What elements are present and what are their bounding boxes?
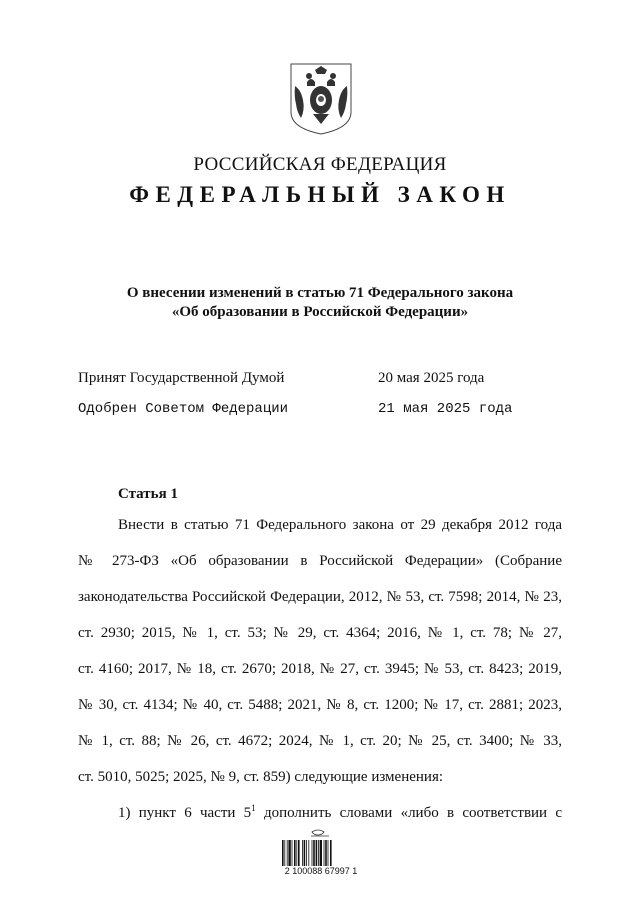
barcode-bar [324, 840, 325, 866]
article-text-line: ст. 4160; 2017, № 18, ст. 2670; 2018, № 27, ст. 3945; № 53, ст. 8423; 2019, [78, 661, 562, 677]
barcode-bar [302, 840, 303, 866]
document-type-title: ФЕДЕРАЛЬНЫЙ ЗАКОН [129, 182, 511, 207]
barcode-bar [294, 840, 296, 866]
duma-adoption-label: Принят Государственной Думой [78, 370, 285, 386]
article-text-line: № 1, ст. 88; № 26, ст. 4672; 2024, № 1, ст. 20; № 25, ст. 3400; № 33, [78, 733, 562, 749]
barcode-bar [328, 840, 329, 866]
barcode-bar [312, 840, 313, 866]
coat-of-arms-emblem [289, 62, 353, 136]
law-title [0, 284, 640, 322]
barcode-bar [308, 840, 309, 866]
barcode-bar [316, 840, 318, 866]
barcode-bar [288, 840, 290, 866]
barcode-bar [320, 840, 322, 866]
article-text-line: законодательства Российской Федерации, 2012, № 53, ст. 7598; 2014, № 23, [78, 589, 562, 605]
article-text-line: № 30, ст. 4134; № 40, ст. 5488; 2021, № 8, ст. 1200; № 17, ст. 2881; 2023, [78, 697, 562, 713]
article-body [78, 514, 562, 838]
barcode-bar [284, 840, 285, 866]
barcode [282, 840, 332, 866]
article-text-line: Внести в статью 71 Федерального закона от 29 декабря 2012 года [118, 517, 562, 533]
law-title-line-2: «Об образовании в Российской Федерации» [171, 304, 469, 320]
item-1-text-start: 1) пункт 6 части 5 [118, 805, 252, 821]
barcode-bar [330, 840, 332, 866]
barcode-bar [287, 840, 288, 866]
barcode-bar [318, 840, 319, 866]
barcode-number: 2 100088 67997 1 [284, 866, 358, 876]
article-heading: Статья 1 [118, 486, 178, 502]
barcode-bar [296, 840, 297, 866]
law-title-line-1: О внесении изменений в статью 71 Федерального закона [126, 285, 514, 301]
barcode-bar [292, 840, 293, 866]
country-name: РОССИЙСКАЯ ФЕДЕРАЦИЯ [193, 154, 447, 175]
item-1-superscript: 1 [251, 803, 256, 813]
stamp-mark [311, 830, 329, 836]
council-approval-date: 21 мая 2025 года [378, 401, 513, 417]
barcode-bar [282, 840, 284, 866]
barcode-bar [313, 840, 315, 866]
barcode-bar [304, 840, 306, 866]
article-text-line: № 273-ФЗ «Об образовании в Российской Федерации» (Собрание [78, 553, 562, 569]
duma-adoption-date: 20 мая 2025 года [378, 370, 485, 386]
council-approval-label: Одобрен Советом Федерации [78, 401, 289, 417]
article-text-line: ст. 2930; 2015, № 1, ст. 53; № 29, ст. 4364; 2016, № 1, ст. 78; № 27, [78, 625, 562, 641]
item-1-text-end: дополнить словами «либо в соответствии с [255, 805, 562, 821]
barcode-bar [325, 840, 327, 866]
article-text-line: ст. 5010, 5025; 2025, № 9, ст. 859) следующие изменения: [78, 769, 444, 785]
barcode-bar [298, 840, 300, 866]
barcode-bar [306, 840, 307, 866]
